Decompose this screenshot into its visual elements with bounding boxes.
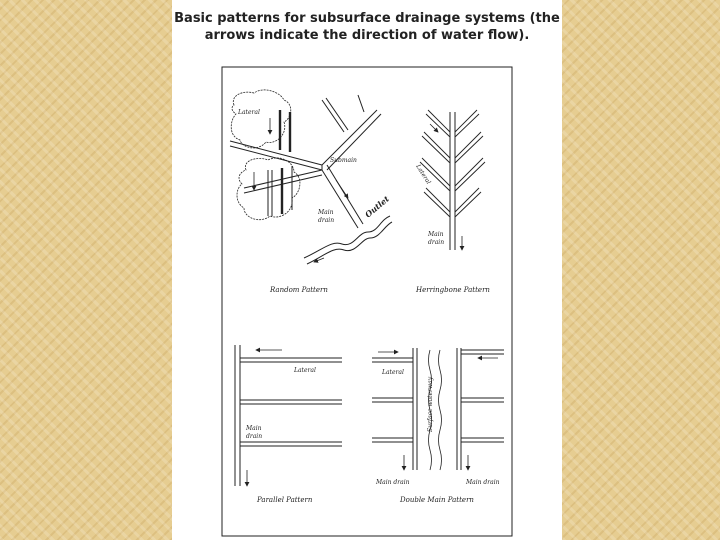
random-outlet-label: Outlet [362,193,391,220]
random-main-drain-label-2: drain [318,217,335,224]
herringbone-main-drain-label-2: drain [428,239,445,246]
herringbone-pattern-caption: Herringbone Pattern [416,286,490,294]
title-line-1: Basic patterns for subsurface drainage systems (the [174,11,560,26]
parallel-main-drain-label-1: Main [246,425,262,432]
random-submain-label: Submain [330,157,357,164]
random-main-drain-label-1: Main [318,209,334,216]
figure-frame [222,67,512,536]
parallel-lateral-label: Lateral [294,367,316,374]
double-main-right-main-drain-label: Main drain [466,479,500,486]
random-pattern [230,90,392,264]
parallel-pattern-caption: Parallel Pattern [257,496,313,504]
double-main-lateral-label: Lateral [382,369,404,376]
title-line-2: arrows indicate the direction of water flow). [204,28,530,43]
right-textured-border [562,0,720,540]
wet-area-top [231,90,291,148]
double-main-pattern-caption: Double Main Pattern [400,496,474,504]
herringbone-main-drain-label-1: Main [428,231,444,238]
surface-waterway-label: Surface waterway [427,376,434,432]
slide [172,0,562,540]
parallel-main-drain-label-2: drain [246,433,263,440]
left-textured-border [0,0,172,540]
double-main-left-main-drain-label: Main drain [376,479,410,486]
drainage-patterns-figure [172,0,562,540]
parallel-pattern [235,345,342,486]
outlet-stream [304,216,390,258]
double-main-pattern [372,348,504,470]
herringbone-lateral-label: Lateral [414,163,432,186]
random-pattern-caption: Random Pattern [270,286,328,294]
random-lateral-label: Lateral [238,109,260,116]
